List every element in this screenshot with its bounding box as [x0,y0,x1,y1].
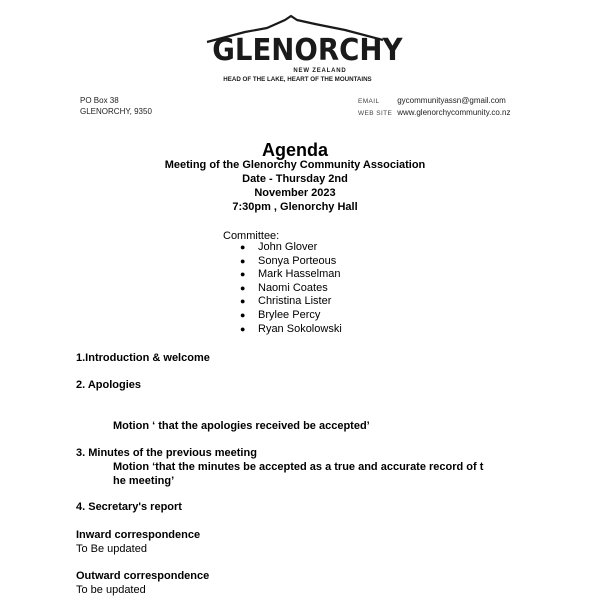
committee-member: ● Christina Lister [240,295,332,308]
bullet-icon: ● [240,269,246,280]
motion-apologies: Motion ‘ that the apologies received be accepted’ [113,420,370,432]
website-label: WEB SITE [358,110,393,117]
agenda-item-apologies: 2. Apologies [76,379,141,391]
meeting-date-line: Date - Thursday 2nd [242,173,348,185]
email-link[interactable]: gycommunityassn@gmail.com [397,96,506,105]
glenorchy-logo [205,14,403,84]
bullet-icon: ● [240,323,246,334]
motion-minutes-line-1: Motion ‘that the minutes be accepted as a true and accurate record of t [113,461,484,473]
website-link[interactable]: www.glenorchycommunity.co.nz [397,108,511,117]
logo-country: NEW ZEALAND [293,68,347,74]
bullet-icon: ● [240,242,246,252]
bullet-icon: ● [240,282,246,293]
page-title: Agenda [261,140,328,160]
email-label: EMAIL [358,98,380,105]
address-line-1: PO Box 38 [80,96,119,105]
committee-member: ● Brylee Percy [240,308,321,321]
bullet-icon: ● [240,296,246,307]
committee-member: ● Naomi Coates [240,281,328,294]
motion-minutes-line-2: he meeting’ [113,475,175,487]
committee-list [240,241,342,336]
agenda-item-introduction: 1.Introduction & welcome [76,352,210,364]
contact-details [358,95,510,119]
committee-member: ● Mark Hasselman [240,268,341,281]
inward-correspondence-heading: Inward correspondence [76,529,201,541]
committee-member: ● Ryan Sokolowski [240,322,342,335]
bullet-icon: ● [240,309,246,320]
meeting-time-venue: 7:30pm , Glenorchy Hall [232,201,358,213]
meeting-month-line: November 2023 [254,187,336,199]
logo-tagline: HEAD OF THE LAKE, HEART OF THE MOUNTAINS [223,76,372,83]
agenda-item-secretary-report: 4. Secretary's report [76,501,182,513]
logo-wordmark: GLENORCHY [212,33,403,68]
committee-label: Committee: [223,230,280,242]
address-line-2: GLENORCHY, 9350 [80,107,152,116]
bullet-icon: ● [240,255,246,266]
postal-address [80,95,152,117]
agenda-item-minutes: 3. Minutes of the previous meeting [76,447,257,459]
outward-correspondence-text: To be updated [76,584,146,596]
meeting-name: Meeting of the Glenorchy Community Association [164,159,426,171]
outward-correspondence-heading: Outward correspondence [76,570,210,582]
website-row [358,107,510,119]
committee-member: ● John Glover [240,241,318,253]
committee-member: ● Sonya Porteous [240,254,337,267]
inward-correspondence-text: To Be updated [76,543,147,555]
email-row [358,95,510,107]
